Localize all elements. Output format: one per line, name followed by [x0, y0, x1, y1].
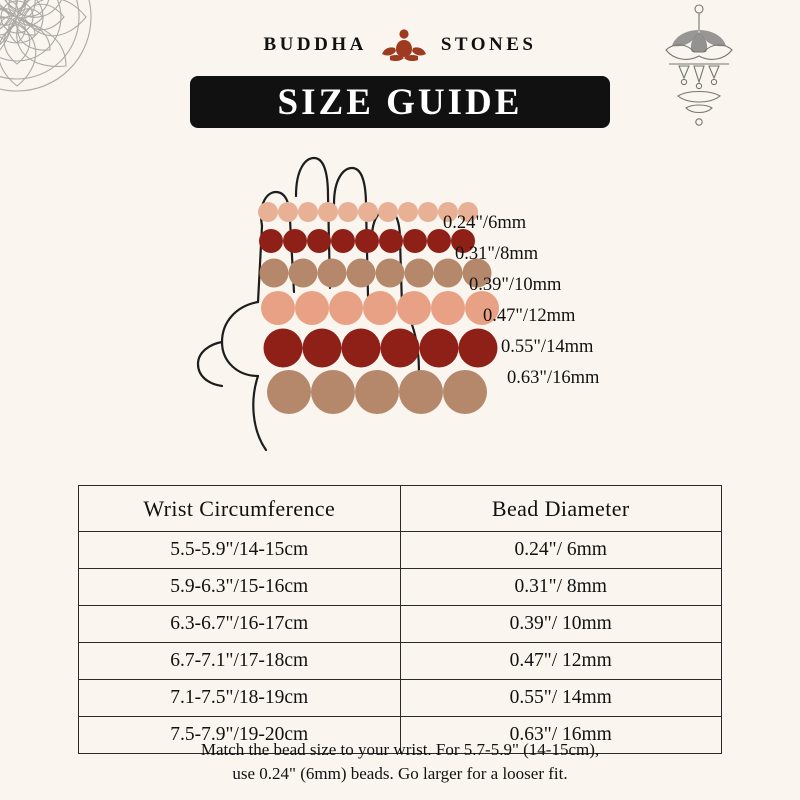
cell-wrist: 6.7-7.1"/17-18cm	[79, 643, 401, 680]
cell-bead: 0.31"/ 8mm	[400, 569, 722, 606]
page-title: SIZE GUIDE	[277, 81, 523, 123]
table-row	[79, 569, 722, 606]
bead-size-labels	[443, 208, 703, 394]
bead-size-label: 0.55"/14mm	[501, 337, 594, 357]
table-header-row	[79, 486, 722, 532]
footer-line-2: use 0.24" (6mm) beads. Go larger for a looser fit.	[232, 764, 568, 783]
bead-size-label: 0.24"/6mm	[443, 213, 527, 233]
cell-wrist: 7.5-7.9"/19-20cm	[79, 717, 401, 754]
table-row	[79, 606, 722, 643]
table-row	[79, 643, 722, 680]
column-header-wrist: Wrist Circumference	[79, 486, 401, 532]
cell-bead: 0.39"/ 10mm	[400, 606, 722, 643]
brand-name-left: BUDDHA	[263, 34, 367, 55]
footer-line-1: Match the bead size to your wrist. For 5.7-5.9" (14-15cm),	[200, 740, 600, 759]
cell-bead: 0.63"/ 16mm	[400, 717, 722, 754]
cell-bead: 0.47"/ 12mm	[400, 643, 722, 680]
table-row	[79, 680, 722, 717]
brand-header	[0, 24, 800, 66]
bead-size-label: 0.47"/12mm	[483, 306, 576, 326]
cell-wrist: 5.9-6.3"/15-16cm	[79, 569, 401, 606]
column-header-bead: Bead Diameter	[400, 486, 722, 532]
cell-bead: 0.24"/ 6mm	[400, 532, 722, 569]
cell-bead: 0.55"/ 14mm	[400, 680, 722, 717]
table-row	[79, 532, 722, 569]
size-table	[78, 485, 722, 754]
cell-wrist: 7.1-7.5"/18-19cm	[79, 680, 401, 717]
bead-size-label: 0.63"/16mm	[507, 368, 600, 388]
buddha-meditation-logo	[381, 24, 427, 66]
footer-note	[0, 738, 800, 786]
cell-wrist: 5.5-5.9"/14-15cm	[79, 532, 401, 569]
bead-size-label: 0.39"/10mm	[469, 275, 562, 295]
brand-name-right: STONES	[440, 34, 537, 55]
page-title-bar	[190, 76, 610, 128]
cell-wrist: 6.3-6.7"/16-17cm	[79, 606, 401, 643]
bead-size-label: 0.31"/8mm	[455, 244, 539, 264]
